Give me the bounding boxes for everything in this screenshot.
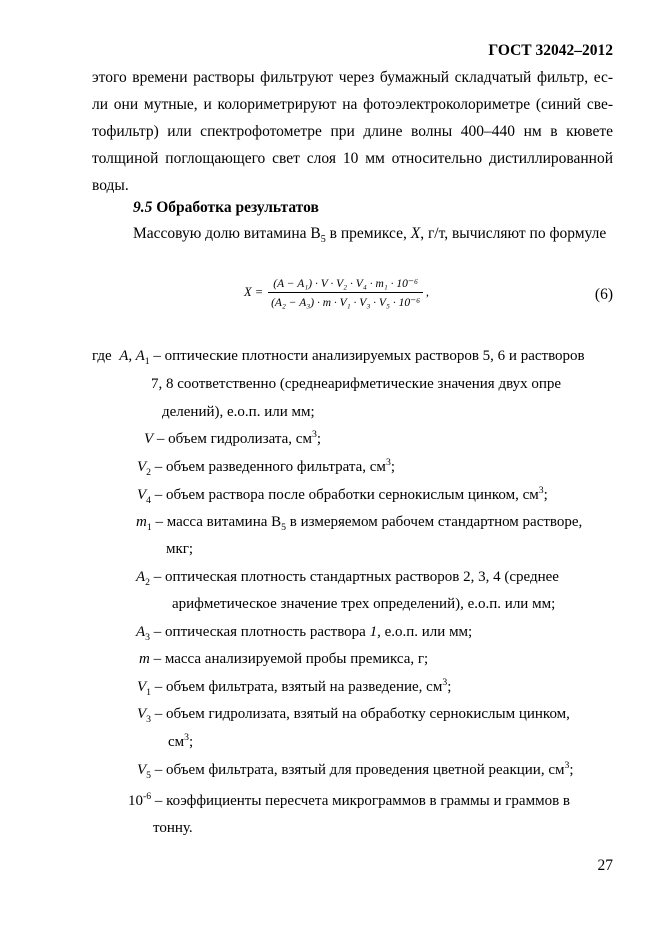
superscript: 3 bbox=[311, 429, 317, 440]
superscript: -6 bbox=[143, 791, 152, 802]
symbol-sub: 2 bbox=[146, 467, 152, 478]
symbol: V bbox=[137, 459, 147, 475]
definition-line bbox=[139, 651, 428, 668]
superscript: 3 bbox=[564, 760, 570, 771]
symbol: 10 bbox=[128, 793, 143, 809]
definition-text: – объем фильтрата, взятый на разведение, см bbox=[151, 679, 443, 695]
superscript: 3 bbox=[184, 732, 190, 743]
body-paragraph bbox=[92, 64, 613, 199]
symbol-sub: 5 bbox=[146, 770, 152, 781]
symbol: V bbox=[137, 487, 147, 503]
paragraph-line: этого времени растворы фильтруют через бумажный складчатый фильтр, ес- bbox=[92, 69, 613, 86]
symbol: A bbox=[136, 569, 146, 585]
definition-line bbox=[92, 348, 585, 365]
definition-text: – масса витамина B bbox=[151, 514, 282, 530]
definition-text: ; bbox=[543, 487, 548, 503]
definition-text: – оптическая плотность раствора bbox=[150, 624, 370, 640]
formula-denominator: (A₂ − A₃) · m · V₁ · V₃ · V₅ · 10⁻⁶ bbox=[271, 297, 421, 309]
definition-text: см bbox=[168, 734, 185, 750]
definition-text: ; bbox=[447, 679, 452, 695]
section-number: 9.5 bbox=[133, 199, 153, 216]
intro-text: в премиксе, bbox=[325, 225, 411, 242]
definition-line: тонну. bbox=[153, 820, 193, 836]
definition-text: – масса анализируемой пробы премикса, г; bbox=[149, 651, 429, 667]
definition-line bbox=[136, 569, 559, 586]
symbol-sub: 3 bbox=[145, 632, 151, 643]
formula-numerator: (A − A₁) · V · V₂ · V₄ · m₁ · 10⁻⁶ bbox=[268, 276, 423, 293]
paragraph-line: ли они мутные, и колориметрируют на фотоэлектроколориметре (синий све- bbox=[92, 96, 613, 113]
symbol-sub: 1 bbox=[146, 522, 152, 533]
definition-line bbox=[137, 706, 570, 723]
where-word: где bbox=[92, 348, 112, 364]
definition-text: ; bbox=[569, 762, 574, 778]
document-header: ГОСТ 32042–2012 bbox=[488, 42, 613, 59]
definition-line: мкг; bbox=[166, 541, 194, 557]
formula bbox=[244, 276, 429, 309]
definition-text: – объем гидролизата, взятый на обработку сернокислым цинком, bbox=[151, 706, 570, 722]
symbol-sub: 1 bbox=[144, 356, 150, 367]
definition-line bbox=[137, 459, 395, 476]
definition-text: ; bbox=[189, 734, 194, 750]
definition-line bbox=[136, 624, 472, 641]
paragraph-line: толщиной поглощающего свет слоя 10 мм относительно дистиллированной bbox=[92, 150, 613, 167]
definition-text: ; bbox=[316, 431, 322, 447]
symbol: A bbox=[136, 624, 146, 640]
symbol-sub: 2 bbox=[145, 577, 151, 588]
definition-italic: 1, bbox=[369, 624, 381, 640]
symbol: m bbox=[139, 651, 150, 667]
symbol-sub: 3 bbox=[146, 714, 152, 725]
symbol-sub: 1 bbox=[146, 687, 152, 698]
definition-text: – объем фильтрата, взятый для проведения цветной реакции, см bbox=[151, 762, 565, 778]
definition-line bbox=[137, 762, 574, 779]
symbol-sub: 5 bbox=[281, 522, 287, 533]
definition-line bbox=[137, 679, 451, 696]
symbol: A, A bbox=[119, 348, 145, 364]
intro-sub: 5 bbox=[320, 234, 326, 246]
definition-text: – оптическая плотность стандартных растворов 2, 3, 4 (среднее bbox=[150, 569, 559, 585]
definition-text: е.о.п. или мм; bbox=[380, 624, 473, 640]
definition-text: – коэффициенты пересчета микрограммов в граммы и граммов в bbox=[151, 793, 570, 809]
symbol: m bbox=[136, 514, 147, 530]
symbol: V bbox=[144, 431, 154, 447]
formula-tail: , bbox=[426, 286, 429, 299]
section-title: Обработка результатов bbox=[156, 199, 319, 216]
definition-line bbox=[136, 514, 582, 531]
definition-text: в измеряемом рабочем стандартном растворе, bbox=[286, 514, 583, 530]
symbol: V bbox=[137, 762, 147, 778]
page-number: 27 bbox=[597, 857, 613, 874]
definition-line: арифметическое значение трех определений), е.о.п. или мм; bbox=[172, 596, 556, 612]
definition-line bbox=[137, 487, 548, 504]
symbol: V bbox=[137, 679, 147, 695]
definition-line bbox=[168, 734, 193, 751]
intro-text: , г/т, вычисляют по формуле bbox=[420, 225, 607, 242]
intro-text: Массовую долю витамина B bbox=[133, 225, 321, 242]
equation-number: (6) bbox=[594, 286, 613, 303]
symbol: V bbox=[137, 706, 147, 722]
definition-line: делений), е.о.п. или мм; bbox=[162, 404, 315, 420]
superscript: 3 bbox=[538, 485, 544, 496]
formula-intro bbox=[133, 225, 607, 246]
definition-line bbox=[128, 793, 570, 810]
definition-text: – объем разведенного фильтрата, см bbox=[151, 459, 386, 475]
superscript: 3 bbox=[442, 677, 448, 688]
definition-text: – объем раствора после обработки сернокислым цинком, см bbox=[151, 487, 539, 503]
definition-text: – оптические плотности анализируемых растворов 5, 6 и растворов bbox=[149, 348, 585, 364]
formula-lhs: X = bbox=[244, 285, 264, 299]
paragraph-line: тофильтр) или спектрофотометре при длине волны 400–440 нм в кювете bbox=[92, 123, 613, 140]
paragraph-line: воды. bbox=[92, 177, 129, 194]
symbol-sub: 4 bbox=[146, 495, 152, 506]
definition-line bbox=[144, 431, 321, 448]
intro-var: X bbox=[410, 225, 421, 242]
section-heading bbox=[133, 199, 319, 217]
formula-fraction bbox=[268, 276, 423, 309]
superscript: 3 bbox=[385, 457, 391, 468]
definition-text: – объем гидролизата, см bbox=[153, 431, 312, 447]
definition-text: ; bbox=[390, 459, 395, 475]
definition-line: 7, 8 соответственно (среднеарифметические значения двух опре bbox=[151, 376, 562, 392]
